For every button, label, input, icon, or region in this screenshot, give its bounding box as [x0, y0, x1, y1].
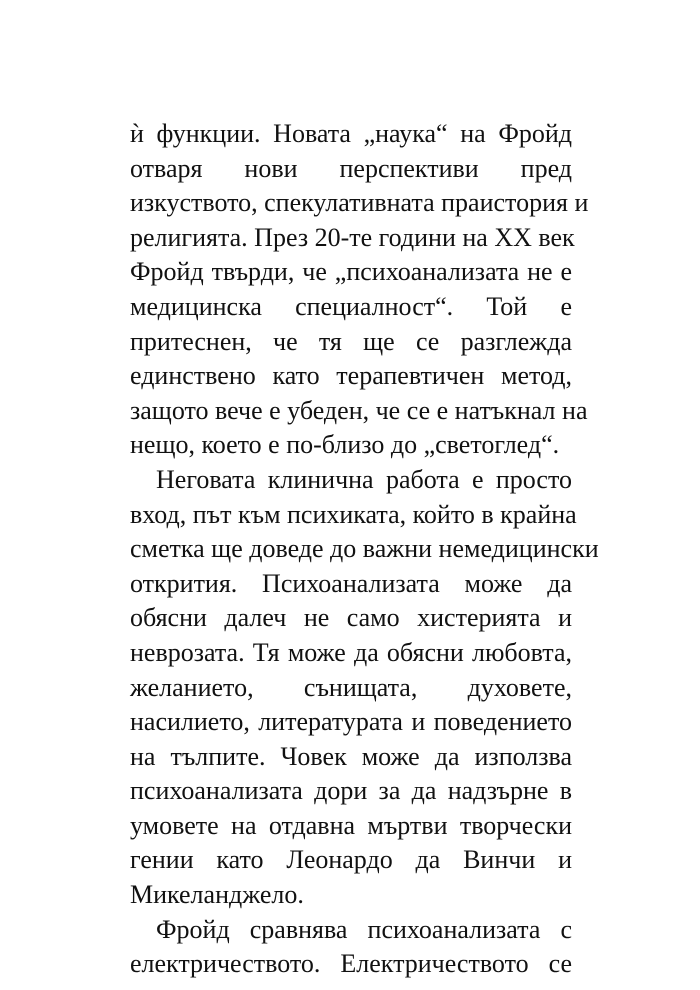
text-line: ѝ функции. Новата „наука“ на Фройд [130, 119, 572, 148]
text-line: религията. През 20-те години на XX век [130, 222, 575, 252]
paragraph-1 [130, 117, 589, 463]
text-line: единствено като терапевтичен метод, [130, 361, 572, 391]
text-line: насилието, литературата и поведението [130, 707, 572, 737]
text-line: умовете на отдавна мъртви творчески [130, 810, 572, 840]
page-text [130, 117, 599, 982]
text-line: медицинска специалност“. Той е [130, 291, 572, 321]
text-line: Фройд твърди, че „психоанализата не е [130, 257, 572, 287]
text-line: желанието, сънищата, духовете, [130, 672, 572, 702]
text-line: на тълпите. Човек може да използва [130, 741, 572, 771]
text-line: Фройд сравнява психоанализата с [156, 914, 572, 944]
paragraph-2 [130, 463, 599, 913]
text-line: открития. Психоанализата може да [130, 568, 572, 598]
text-line: притеснен, че тя ще се разглежда [130, 326, 572, 356]
text-line: гении като Леонардо да Винчи и [130, 845, 572, 875]
paragraph-3 [130, 913, 572, 982]
text-line: психоанализата дори за да надзърне в [130, 776, 572, 806]
text-line: обясни далеч не само хистерията и [130, 603, 572, 633]
text-line: Неговата клинична работа е просто [156, 464, 572, 494]
text-line: неврозата. Тя може да обясни любовта, [130, 637, 572, 667]
text-line: отваря нови перспективи пред [130, 153, 572, 183]
text-line: изкуството, спекулативната праистория и [130, 188, 589, 218]
text-line: електричеството. Електричеството се [130, 949, 572, 979]
text-line: нещо, което е по-близо до „светоглед“. [130, 430, 560, 460]
text-line: защото вече е убеден, че се е натъкнал на [130, 395, 588, 425]
text-line: сметка ще доведе до важни немедицински [130, 534, 599, 564]
text-line: Микеланджело. [130, 880, 304, 910]
text-line: вход, път към психиката, който в крайна [130, 499, 577, 529]
